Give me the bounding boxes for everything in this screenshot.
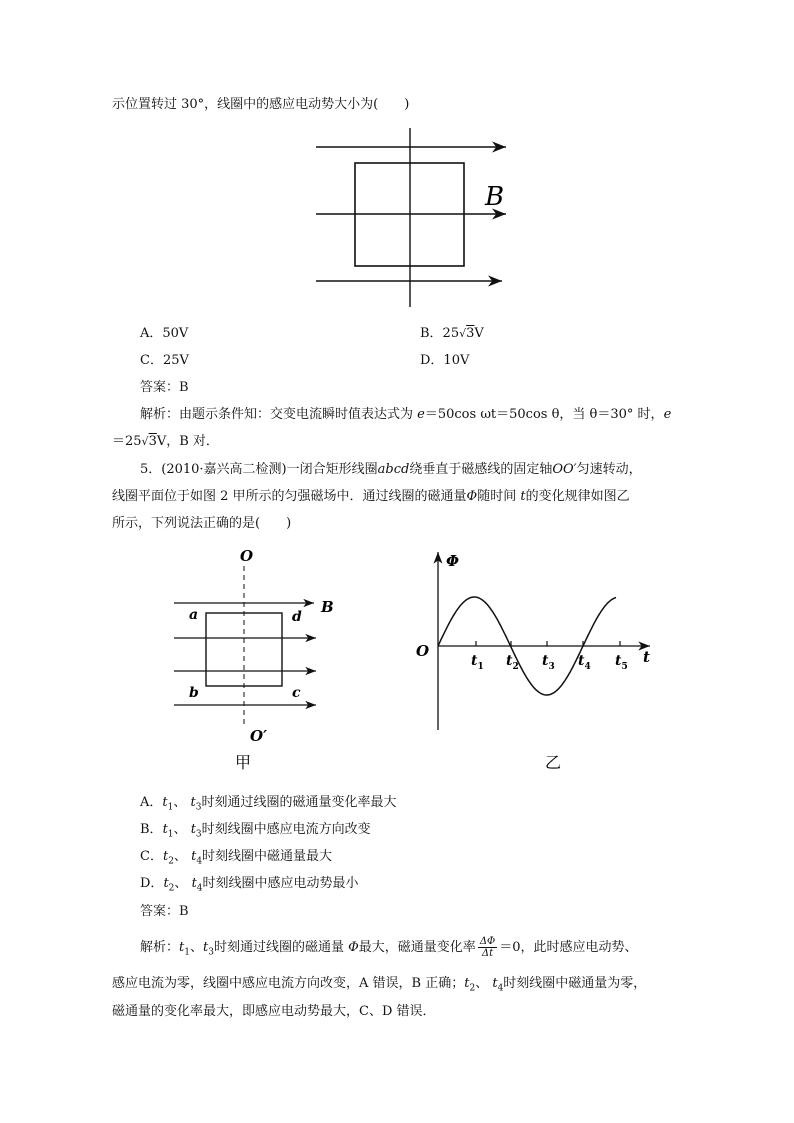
q4-answer: 答案：B xyxy=(140,380,189,395)
q4-stem-tail: 示位置转过 30°，线圈中的感应电动势大小为( ) xyxy=(112,97,410,112)
yi-tick-label-t5: $t_5$ xyxy=(615,653,628,672)
jia-caption: 甲 xyxy=(235,753,252,772)
q4-option-d: D．10V xyxy=(420,353,470,368)
q4-analysis-line1: 解析：由题示条件知：交变电流瞬时值表达式为 e＝50cos ωt＝50cos θ，当 θ＝30° 时，e xyxy=(140,407,672,422)
jia-label-b-corner: b xyxy=(189,685,199,701)
q5-stem-line3: 所示，下列说法正确的是( ) xyxy=(112,516,292,531)
yi-label-t-axis: t xyxy=(643,648,650,666)
q5-option-a: A．$t_1$、 $t_3$时刻通过线圈的磁通量变化率最大 xyxy=(140,795,397,813)
q4-analysis-line2: ＝25√3V，B 对． xyxy=(112,434,219,449)
yi-tick-label-t4: $t_4$ xyxy=(578,653,591,672)
yi-label-phi: Φ xyxy=(446,552,460,570)
jia-label-o: O xyxy=(240,547,254,565)
q5-option-d: D．$t_2$、 $t_4$时刻线圈中感应电动势最小 xyxy=(140,876,359,894)
q5-answer: 答案：B xyxy=(140,904,189,919)
q4-option-b: B．25√3V xyxy=(420,326,484,341)
jia-label-o-prime: O′ xyxy=(250,727,268,745)
yi-tick-label-t2: $t_2$ xyxy=(506,653,519,672)
q5-stem-line2: 线圈平面位于如图 2 甲所示的匀强磁场中．通过线圈的磁通量Φ随时间 t的变化规律如图乙 xyxy=(112,489,630,504)
q4-option-c: C．25V xyxy=(140,353,189,368)
q5-analysis-line1: 解析：$t_1$、$t_3$时刻通过线圈的磁通量 Φ最大，磁通量变化率 $\frac{\Delta\Phi}{\Delta t}$ ＝0，此时感应电动势、 xyxy=(140,936,638,959)
yi-caption: 乙 xyxy=(545,753,562,772)
yi-tick-label-t3: $t_3$ xyxy=(542,653,555,672)
yi-tick-label-t1: $t_1$ xyxy=(471,653,484,672)
b-field-label: B xyxy=(485,182,505,212)
q5-stem-line1: 5．(2010·嘉兴高二检测)一闭合矩形线圈abcd绕垂直于磁感线的固定轴OO′匀速转动， xyxy=(140,462,642,477)
q5-analysis-line3: 磁通量的变化率最大，即感应电动势最大，C、D 错误． xyxy=(112,1004,436,1019)
jia-label-a: a xyxy=(189,607,199,623)
q5-option-b: B．$t_1$、 $t_3$时刻线圈中感应电流方向改变 xyxy=(140,822,371,840)
jia-label-b-field: B xyxy=(321,598,334,616)
jia-label-d: d xyxy=(292,609,302,625)
q5-option-c: C．$t_2$、 $t_4$时刻线圈中磁通量最大 xyxy=(140,849,333,867)
flux-rate-fraction: $\frac{\Delta\Phi}{\Delta t}$ xyxy=(479,936,496,959)
q4-option-a: A．50V xyxy=(140,326,189,341)
yi-label-o: O xyxy=(416,642,430,660)
q5-analysis-line2: 感应电流为零，线圈中感应电流方向改变，A 错误，B 正确；$t_2$、 $t_4$时刻线圈中磁通量为零， xyxy=(112,976,647,994)
jia-label-c: c xyxy=(292,685,301,701)
